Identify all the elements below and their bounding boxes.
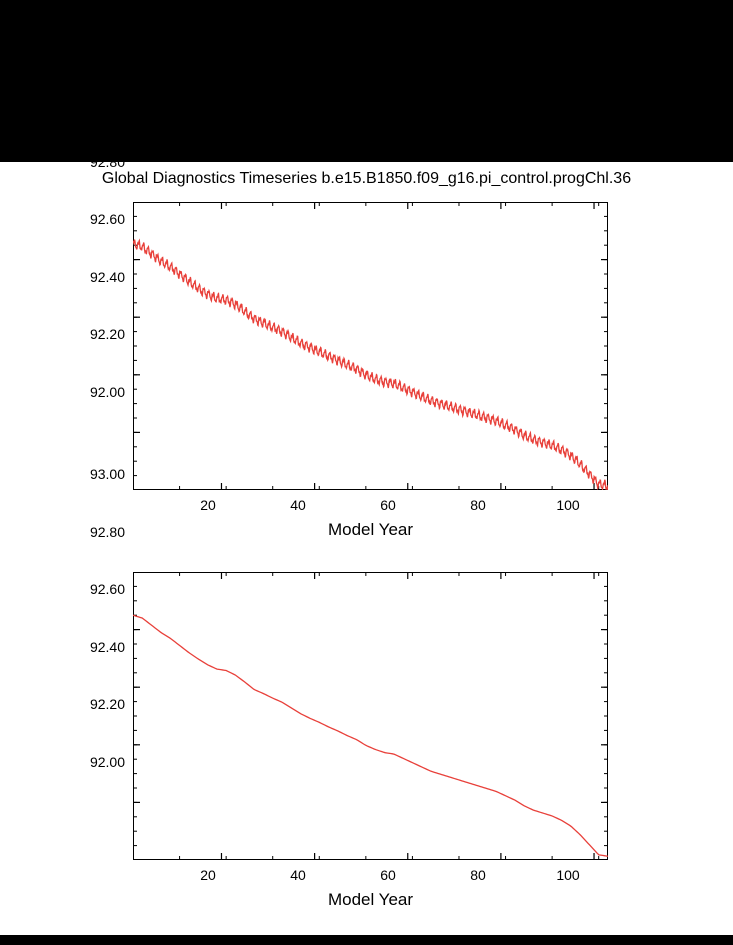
y-tick-label: 92.20 — [89, 326, 125, 342]
x-tick-label: 100 — [556, 497, 580, 513]
x-tick-label: 100 — [556, 867, 580, 883]
page-title: Global Diagnostics Timeseries b.e15.B1850.f09_g16.pi_control.progChl.36 — [101, 170, 632, 187]
y-tick-label: 92.00 — [89, 754, 125, 770]
y-tick-label: 92.80 — [89, 154, 125, 170]
y-tick-label: 92.60 — [89, 211, 125, 227]
x-tick-label: 20 — [200, 497, 216, 513]
x-tick-label: 20 — [200, 867, 216, 883]
y-tick-label: 92.20 — [89, 696, 125, 712]
x-tick-label: 80 — [470, 867, 486, 883]
x-tick-label: 40 — [290, 497, 306, 513]
y-tick-label: 92.60 — [89, 581, 125, 597]
y-tick-label: 93.00 — [89, 96, 125, 112]
y-tick-label: 92.40 — [89, 639, 125, 655]
y-tick-label: 93.00 — [89, 466, 125, 482]
x-tick-label: 60 — [380, 867, 396, 883]
x-axis-label-bottom: Model Year — [327, 890, 414, 909]
x-tick-label: 60 — [380, 497, 396, 513]
y-tick-label: 92.00 — [89, 384, 125, 400]
series-line-bottom — [133, 572, 608, 860]
figure-canvas — [0, 96, 733, 935]
x-axis-label-top: Model Year — [327, 520, 414, 539]
x-tick-label: 80 — [470, 497, 486, 513]
y-tick-label: 92.80 — [89, 524, 125, 540]
chart-panel-bottom — [0, 466, 733, 922]
series-line-top — [133, 202, 608, 490]
y-tick-label: 92.40 — [89, 269, 125, 285]
x-tick-label: 40 — [290, 867, 306, 883]
